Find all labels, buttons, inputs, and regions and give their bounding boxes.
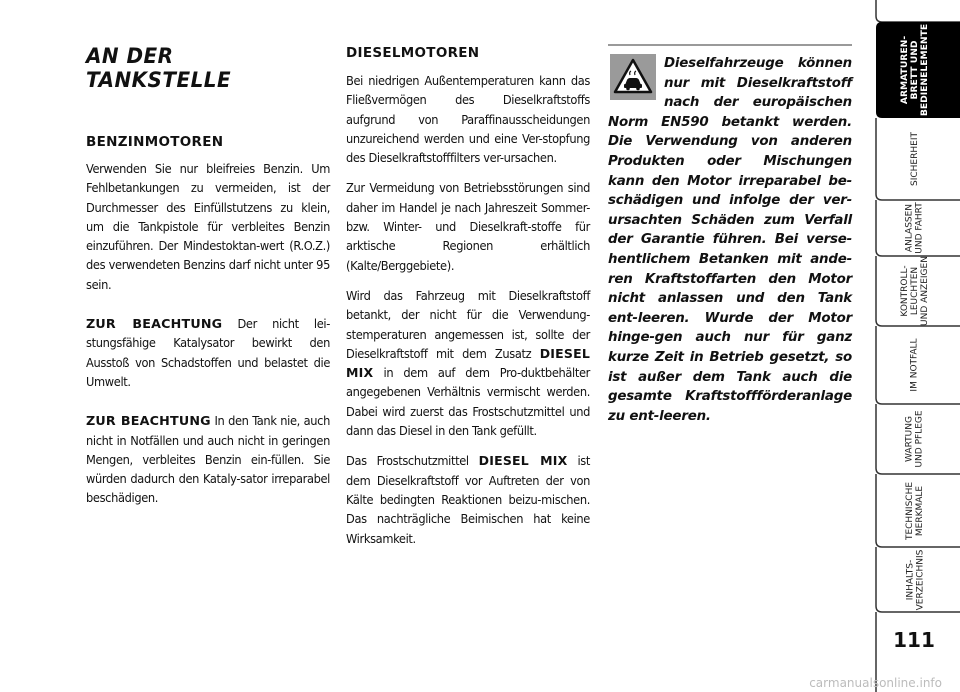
note-text: Der nicht lei-stungsfähige Katalysator bewirkt den Ausstoß von Schadstoffen und belastet die Umwelt. (86, 316, 330, 389)
tab-armaturenbrett[interactable] (870, 22, 960, 118)
diesel-paragraph-2: Zur Vermeidung von Betriebsstörungen sind daher im Handel je nach Jahreszeit Sommer- bzw. Winter- und Dieselkraft-stoffe für arktische Regionen erhältlich (Kalte/Berggebiete). (346, 180, 590, 273)
note-label: ZUR BEACHTUNG (86, 413, 211, 429)
diesel-paragraph-1: Bei niedrigen Außentemperaturen kann das Fließvermögen des Dieselkraftstoffs aufgrund von Paraffinausscheidungen unzureichend werden und eine Ver-stopfung des Dieselkraftstofffilters ver-ursachen. (346, 73, 590, 166)
note-label: ZUR BEACHTUNG (86, 316, 223, 332)
note-text: In den Tank nie, auch nicht in Notfällen und auch nicht in geringen Mengen, verbleites Benzin ein-füllen. Sie würden dadurch den Kataly-sator irreparabel beschädigen. (86, 413, 330, 506)
keyword-diesel-mix: DIESEL MIX (478, 453, 568, 469)
tab-label: IM NOTFALL (909, 338, 920, 392)
text: in dem auf dem Pro-duktbehälter angegebenen Verhältnis vermischt werden. Dabei wird zuerst das Frostschutzmittel und dann das Diesel in den Tank gefüllt. (346, 365, 590, 439)
warning-car-triangle-icon (610, 54, 656, 100)
keyword-diesel-mix: DIESEL MIX (346, 345, 590, 381)
column-diesel (346, 42, 590, 548)
warning-text: Dieselfahrzeuge können nur mit Dieselkraftstoff nach der europäischen Norm EN590 betankt werden. Die Verwendung von anderen Produkten oder Mischungen kann den Motor irreparabel be-schädigen und infolge der ver-ursachten Schäden zum Verfall der Garantie führen. Bei verse-hentlichem Betanken mit ande-ren Kraftstoffarten den Motor nicht anlassen und den Tank ent-leeren. Wurde der Motor hinge-gen auch nur für ganz kurze Zeit in Betrieb gesetzt, so ist außer dem Tank auch die gesamte Kraftstoffförderanlage zu ent-leeren. (608, 56, 852, 424)
page-number: 111 (893, 628, 935, 652)
page-title: AN DER TANKSTELLE (86, 44, 232, 92)
tab-im-notfall[interactable] (870, 326, 960, 404)
tab-label: ANLASSEN UND FAHRT (904, 202, 925, 254)
tab-label: INHALTS- VERZEICHNIS (904, 549, 925, 610)
tab-label: TECHNISCHE MERKMALE (904, 481, 925, 540)
tab-label: WARTUNG UND PFLEGE (904, 410, 925, 468)
warning-rule (608, 44, 852, 46)
tab-label: SICHERHEIT (910, 132, 920, 186)
tab-anlassen-und-fahrt[interactable] (870, 200, 960, 256)
diesel-paragraph-4 (346, 451, 590, 547)
column-benzin (86, 42, 330, 508)
benzin-paragraph: Verwenden Sie nur bleifreies Benzin. Um Fehlbetankungen zu vermeiden, ist der Durchmesser des Einfüllstutzens zu klein, um die Tankpistole für verbleites Benzin einzuführen. Der Mindestoktan-wert (R.O.Z.) des verwendeten Benzins darf nicht unter 95 sein. (86, 161, 330, 292)
benzin-note-1 (86, 314, 330, 391)
section-heading-benzin: BENZINMOTOREN (86, 134, 224, 150)
tab-technische-merkmale[interactable] (870, 474, 960, 547)
chapter-tab-bar (870, 0, 960, 692)
text: Wird das Fahrzeug mit Dieselkraftstoff betankt, der nicht für die Verwendung-stemperaturen angemessen ist, sollte der Dieselkraftstoff mit dem Zusatz (346, 287, 590, 361)
diesel-paragraph-3 (346, 286, 590, 440)
tab-inhaltsverzeichnis[interactable] (870, 547, 960, 612)
warning-box (608, 54, 852, 426)
tab-wartung-und-pflege[interactable] (870, 404, 960, 474)
tab-kontrollleuchten[interactable] (870, 256, 960, 326)
text: ist dem Dieselkraftstoff vor Auftreten der von Kälte bedingten Reaktionen beizu-mischen. Das nachträgliche Beimischen hat keine Wirksamkeit. (346, 453, 590, 546)
text: Das Frostschutzmittel (346, 453, 479, 469)
benzin-note-2 (86, 411, 330, 507)
section-heading-diesel: DIESELMOTOREN (346, 45, 480, 61)
watermark: carmanualsonline.info (809, 676, 942, 690)
tab-sicherheit[interactable] (870, 118, 960, 200)
tab-label: ARMATUREN- BRETT UND BEDIENELEMENTE (899, 23, 931, 117)
tab-label: KONTROLL- LEUCHTEN UND ANZEIGEN (900, 256, 930, 326)
